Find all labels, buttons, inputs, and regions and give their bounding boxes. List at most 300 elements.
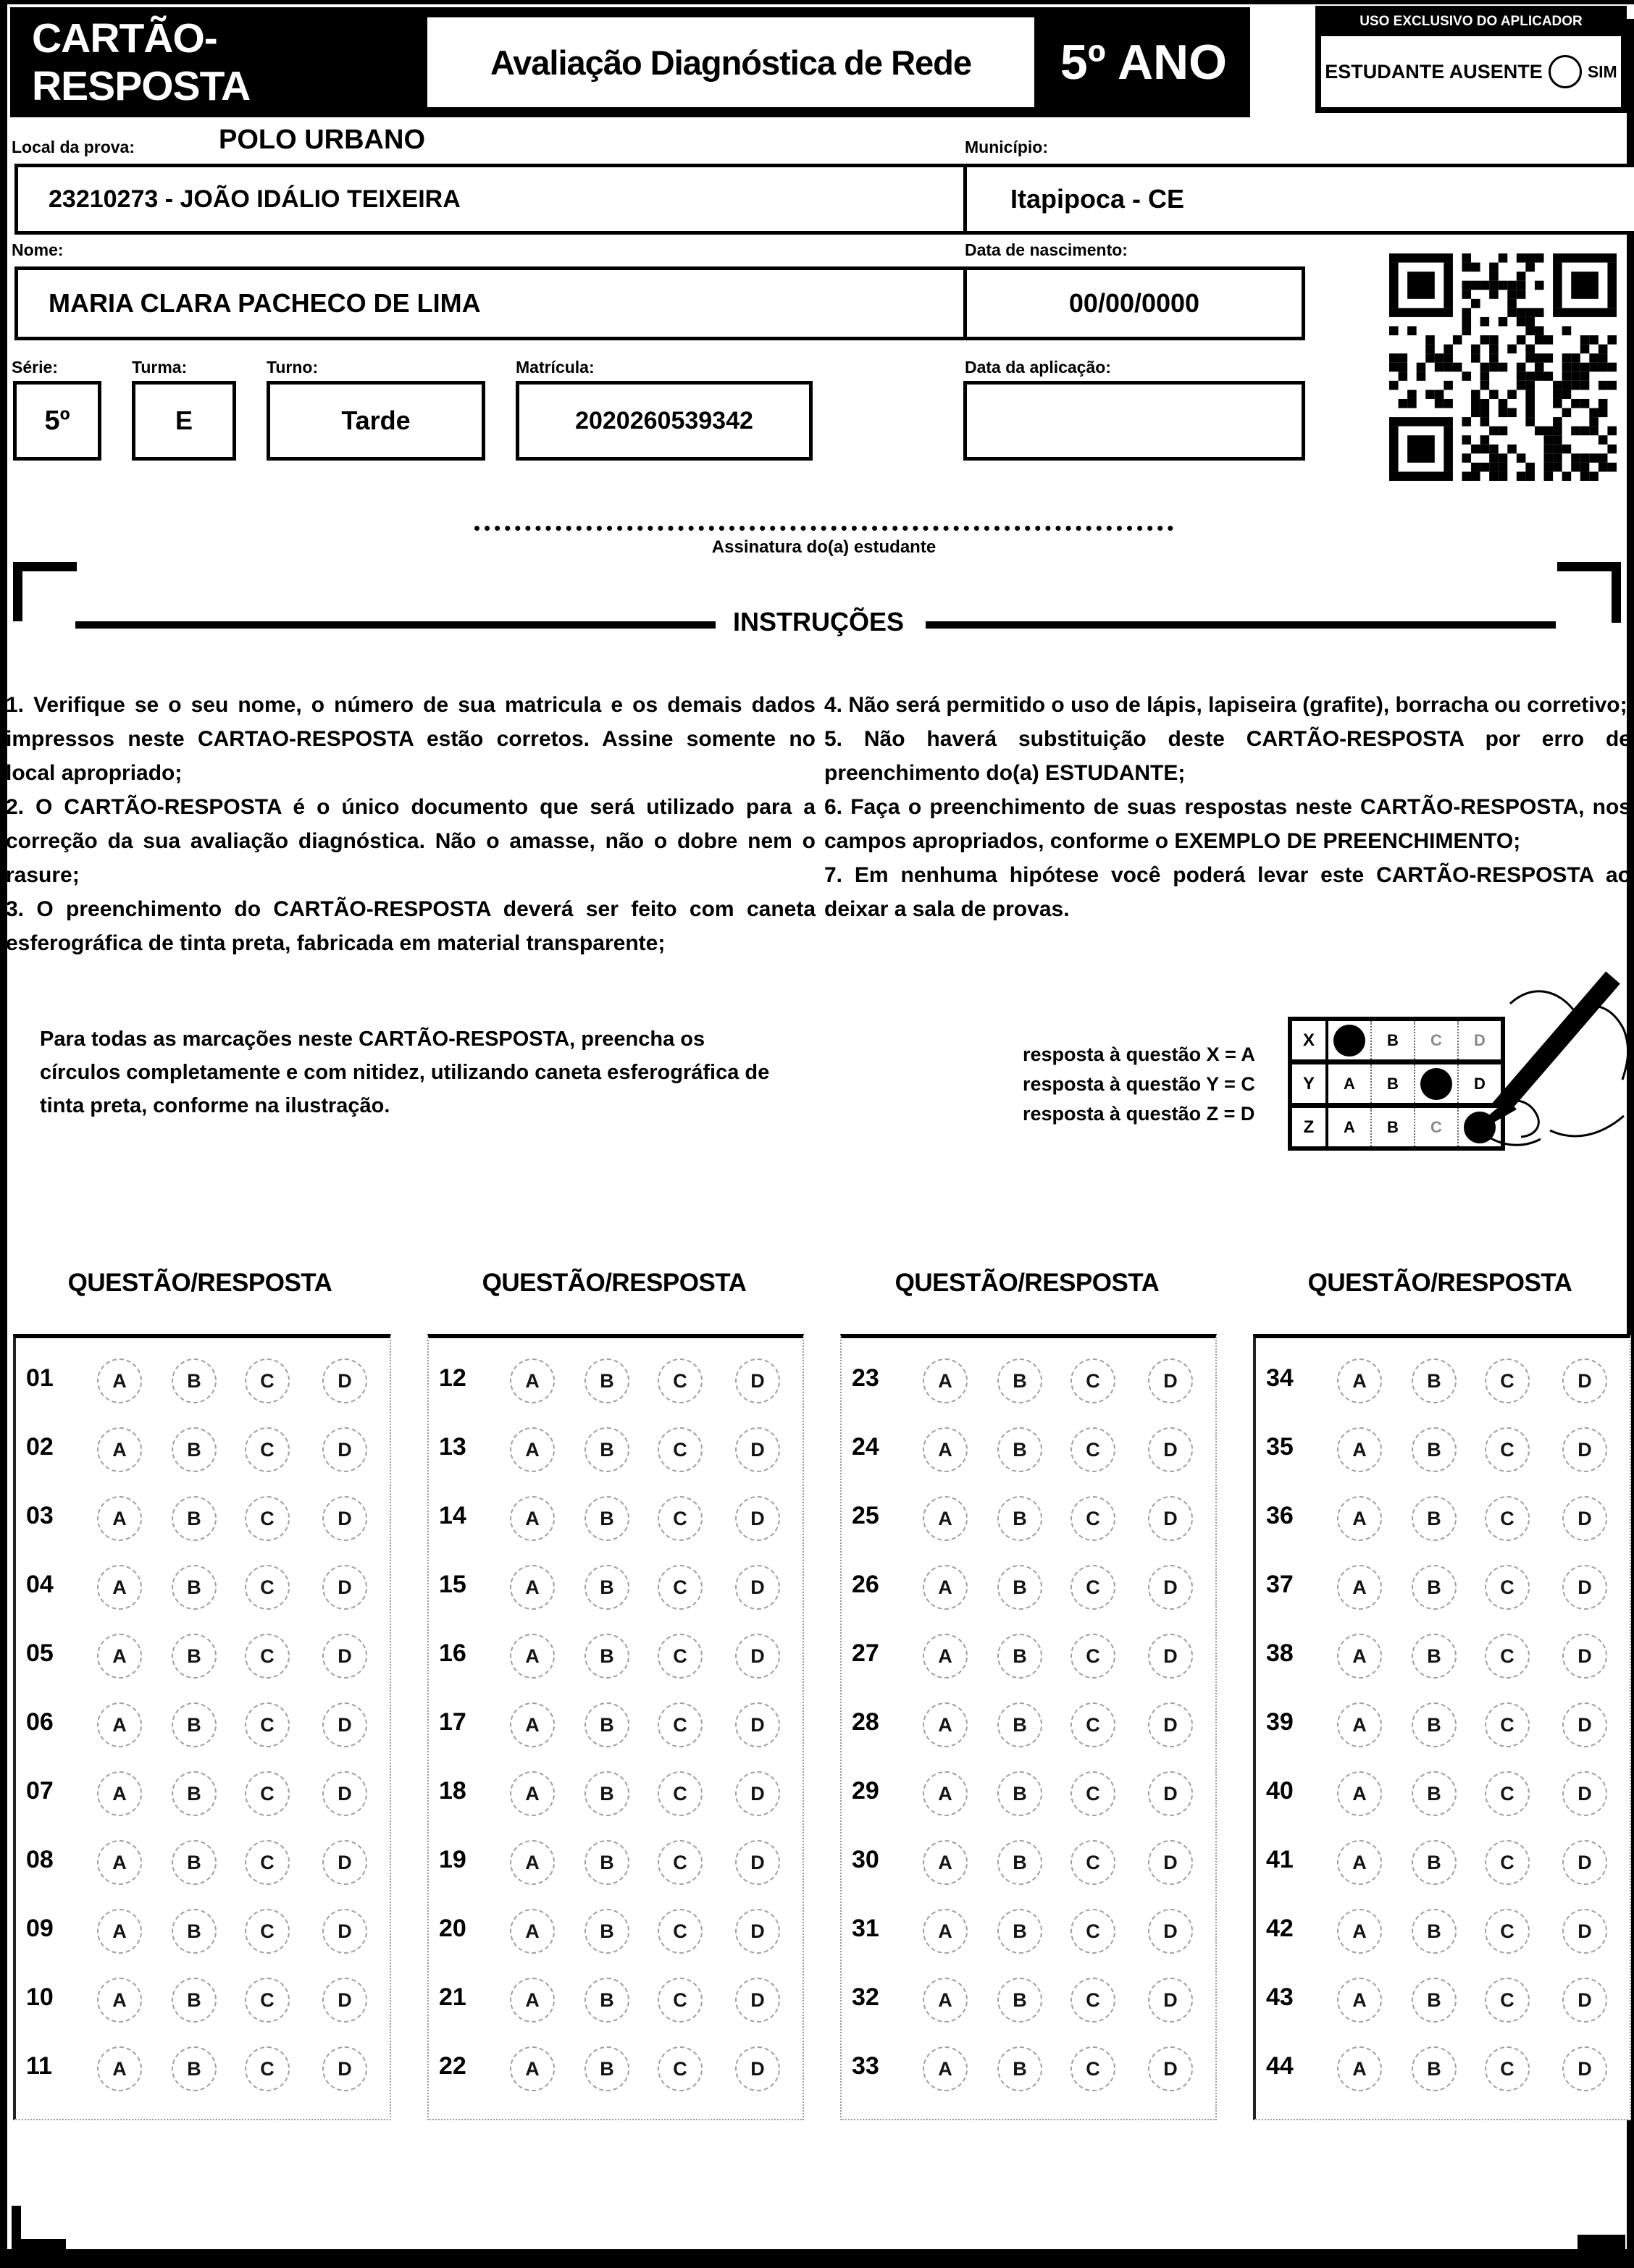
question-number: 32 bbox=[852, 1983, 879, 2011]
answer-bubble-c[interactable]: C bbox=[658, 1634, 703, 1679]
question-number: 33 bbox=[852, 2052, 879, 2080]
answer-bubble-c[interactable]: C bbox=[1071, 1978, 1115, 2023]
example-legend-line: resposta à questão X = A bbox=[1023, 1043, 1255, 1065]
answer-bubble-c[interactable]: C bbox=[1485, 1496, 1530, 1541]
question-number: 10 bbox=[26, 1983, 54, 2011]
answer-bubble-a[interactable]: A bbox=[97, 1634, 142, 1679]
answer-bubble-d[interactable]: D bbox=[322, 1702, 367, 1747]
answer-bubble-a[interactable]: A bbox=[97, 1358, 142, 1403]
answer-bubble-c[interactable]: C bbox=[1071, 1496, 1115, 1541]
answer-bubble-a[interactable]: A bbox=[923, 1634, 968, 1679]
question-number: 43 bbox=[1266, 1983, 1294, 2011]
answer-bubble-d[interactable]: D bbox=[1562, 1634, 1607, 1679]
example-option-a bbox=[1328, 1021, 1370, 1059]
question-number: 42 bbox=[1266, 1915, 1294, 1942]
answer-bubble-c[interactable]: C bbox=[1071, 1565, 1115, 1610]
answer-row bbox=[16, 1840, 390, 1883]
answer-bubble-a[interactable]: A bbox=[1337, 1427, 1382, 1472]
answer-row bbox=[429, 1634, 803, 1677]
answer-bubble-b[interactable]: B bbox=[172, 1978, 217, 2023]
answer-row bbox=[16, 1427, 390, 1471]
answer-row bbox=[1256, 1909, 1630, 1952]
answer-bubble-b[interactable]: B bbox=[172, 2046, 217, 2091]
application-date-field[interactable] bbox=[963, 381, 1305, 461]
question-number: 08 bbox=[26, 1846, 54, 1873]
answer-bubble-a[interactable]: A bbox=[510, 1771, 555, 1816]
local-prova-value: POLO URBANO bbox=[219, 125, 425, 155]
answer-bubble-a[interactable]: A bbox=[510, 1909, 555, 1954]
answer-bubble-b[interactable]: B bbox=[997, 1771, 1042, 1816]
answer-bubble-d[interactable]: D bbox=[1148, 2046, 1193, 2091]
answer-bubble-a[interactable]: A bbox=[923, 1358, 968, 1403]
answer-bubble-a[interactable]: A bbox=[97, 2046, 142, 2091]
question-number: 35 bbox=[1266, 1433, 1294, 1461]
answer-row bbox=[842, 1496, 1215, 1540]
question-number: 30 bbox=[852, 1846, 879, 1873]
example-question-label: X bbox=[1292, 1021, 1328, 1059]
answer-bubble-c[interactable]: C bbox=[658, 1427, 703, 1472]
birthdate-field: 00/00/0000 bbox=[963, 266, 1305, 340]
answer-bubble-b[interactable]: B bbox=[1412, 1840, 1457, 1885]
answer-bubble-c[interactable]: C bbox=[245, 1565, 290, 1610]
answer-bubble-a[interactable]: A bbox=[1337, 2046, 1382, 2091]
example-option-a bbox=[1328, 1108, 1370, 1146]
nascimento-label: Data de nascimento: bbox=[965, 240, 1128, 259]
question-number: 17 bbox=[439, 1708, 466, 1736]
answer-bubble-a[interactable]: A bbox=[97, 1496, 142, 1541]
answer-bubble-c[interactable]: C bbox=[245, 2046, 290, 2091]
student-absent-bubble[interactable] bbox=[1549, 55, 1582, 88]
answer-bubble-b[interactable]: B bbox=[997, 1909, 1042, 1954]
student-absent-label: ESTUDANTE AUSENTE bbox=[1325, 60, 1543, 83]
answer-bubble-c[interactable]: C bbox=[658, 1358, 703, 1403]
answer-bubble-b[interactable]: B bbox=[1412, 1978, 1457, 2023]
answer-bubble-c[interactable]: C bbox=[245, 1358, 290, 1403]
answer-bubble-d[interactable]: D bbox=[1148, 1358, 1193, 1403]
answer-bubble-a[interactable]: A bbox=[97, 1771, 142, 1816]
signature-line[interactable] bbox=[474, 526, 1173, 531]
answer-bubble-a[interactable]: A bbox=[510, 1702, 555, 1747]
question-number: 16 bbox=[439, 1639, 466, 1667]
answer-bubble-d[interactable]: D bbox=[1562, 1978, 1607, 2023]
instruction-item: 2. O CARTÃO-RESPOSTA é o único documento que será utilizado para a correção da sua avaliação diagnóstica. Não o amasse, não o dobre nem o rasure; bbox=[6, 795, 816, 887]
answer-bubble-b[interactable]: B bbox=[997, 1840, 1042, 1885]
example-question-label: Y bbox=[1292, 1064, 1328, 1103]
turma-label: Turma: bbox=[132, 358, 188, 377]
answer-row bbox=[1256, 1358, 1630, 1402]
answer-bubble-d[interactable]: D bbox=[1562, 2046, 1607, 2091]
answer-bubble-d[interactable]: D bbox=[1148, 1702, 1193, 1747]
student-absent-option: SIM bbox=[1587, 62, 1617, 81]
qr-code bbox=[1389, 253, 1617, 481]
answer-bubble-c[interactable]: C bbox=[1485, 1909, 1530, 1954]
answer-bubble-d[interactable]: D bbox=[735, 1358, 780, 1403]
answer-bubble-d[interactable]: D bbox=[1562, 1840, 1607, 1885]
answer-bubble-c[interactable]: C bbox=[245, 1978, 290, 2023]
applicator-use-title: USO EXCLUSIVO DO APLICADOR bbox=[1359, 14, 1583, 29]
question-number: 12 bbox=[439, 1364, 466, 1392]
answer-bubble-b[interactable]: B bbox=[172, 1427, 217, 1472]
answer-bubble-a[interactable]: A bbox=[97, 1702, 142, 1747]
answer-bubble-d[interactable]: D bbox=[1148, 1496, 1193, 1541]
answer-bubble-d[interactable]: D bbox=[735, 1909, 780, 1954]
answer-bubble-c[interactable]: C bbox=[658, 2046, 703, 2091]
question-number: 28 bbox=[852, 1708, 879, 1736]
answer-bubble-a[interactable]: A bbox=[1337, 1771, 1382, 1816]
instruction-item: 3. O preenchimento do CARTÃO-RESPOSTA deverá ser feito com caneta esferográfica de tinta preta, fabricada em material transparente; bbox=[6, 897, 816, 955]
example-option-letter: D bbox=[1474, 1074, 1486, 1093]
example-question-label: Z bbox=[1292, 1108, 1328, 1146]
answer-bubble-c[interactable]: C bbox=[245, 1840, 290, 1885]
answer-bubble-b[interactable]: B bbox=[585, 1427, 629, 1472]
left-edge-line bbox=[0, 4, 7, 2268]
answer-bubble-c[interactable]: C bbox=[1485, 1427, 1530, 1472]
question-number: 06 bbox=[26, 1708, 54, 1736]
student-name-field: MARIA CLARA PACHECO DE LIMA bbox=[14, 266, 971, 340]
answer-bubble-a[interactable]: A bbox=[510, 1634, 555, 1679]
answer-bubble-d[interactable]: D bbox=[735, 2046, 780, 2091]
answer-bubble-c[interactable]: C bbox=[658, 1840, 703, 1885]
answer-row bbox=[429, 1702, 803, 1746]
answer-bubble-a[interactable]: A bbox=[510, 1565, 555, 1610]
answer-bubble-b[interactable]: B bbox=[172, 1909, 217, 1954]
serie-field: 5º bbox=[13, 381, 101, 461]
answer-bubble-d[interactable]: D bbox=[322, 1358, 367, 1403]
answer-row bbox=[429, 2046, 803, 2090]
answer-bubble-a[interactable]: A bbox=[510, 1358, 555, 1403]
answer-bubble-c[interactable]: C bbox=[1071, 1358, 1115, 1403]
instructions-left-column bbox=[6, 688, 816, 960]
answer-bubble-a[interactable]: A bbox=[1337, 1978, 1382, 2023]
question-number: 14 bbox=[439, 1502, 466, 1529]
answer-bubble-a[interactable]: A bbox=[923, 1771, 968, 1816]
answer-bubble-b[interactable]: B bbox=[585, 1771, 629, 1816]
answer-bubble-a[interactable]: A bbox=[923, 1840, 968, 1885]
answer-bubble-c[interactable]: C bbox=[658, 1978, 703, 2023]
answer-bubble-d[interactable]: D bbox=[735, 1634, 780, 1679]
answer-bubble-a[interactable]: A bbox=[1337, 1358, 1382, 1403]
answer-bubble-d[interactable]: D bbox=[735, 1565, 780, 1610]
municipio-field: Itapipoca - CE bbox=[963, 164, 1634, 235]
answer-bubble-c[interactable]: C bbox=[245, 1496, 290, 1541]
instructions-corner-mark-left bbox=[13, 562, 77, 571]
municipio-label: Município: bbox=[965, 138, 1048, 156]
answer-bubble-d[interactable]: D bbox=[322, 1840, 367, 1885]
answer-bubble-d[interactable]: D bbox=[735, 1840, 780, 1885]
answer-bubble-c[interactable]: C bbox=[1485, 1565, 1530, 1610]
question-number: 07 bbox=[26, 1777, 54, 1805]
answer-row bbox=[16, 1909, 390, 1952]
answer-bubble-c[interactable]: C bbox=[658, 1565, 703, 1610]
instructions-corner-mark-right bbox=[1612, 562, 1621, 623]
answer-row bbox=[1256, 1771, 1630, 1815]
answer-bubble-c[interactable]: C bbox=[1071, 1634, 1115, 1679]
question-number: 31 bbox=[852, 1915, 879, 1942]
answer-bubble-b[interactable]: B bbox=[1412, 1634, 1457, 1679]
answer-bubble-a[interactable]: A bbox=[97, 1565, 142, 1610]
answer-row bbox=[1256, 1565, 1630, 1608]
answer-bubble-d[interactable]: D bbox=[322, 1427, 367, 1472]
example-option-letter: C bbox=[1430, 1117, 1442, 1136]
answer-bubble-b[interactable]: B bbox=[585, 1909, 629, 1954]
answer-bubble-b[interactable]: B bbox=[1412, 1427, 1457, 1472]
answer-bubble-d[interactable]: D bbox=[1148, 1840, 1193, 1885]
answer-row bbox=[842, 1634, 1215, 1677]
answer-bubble-c[interactable]: C bbox=[1485, 1634, 1530, 1679]
serie-label: Série: bbox=[12, 358, 58, 377]
answer-bubble-a[interactable]: A bbox=[923, 2046, 968, 2091]
nome-label: Nome: bbox=[12, 240, 64, 259]
example-option-b bbox=[1370, 1021, 1414, 1059]
answer-bubble-c[interactable]: C bbox=[1071, 1840, 1115, 1885]
answer-bubble-b[interactable]: B bbox=[997, 1702, 1042, 1747]
question-number: 01 bbox=[26, 1364, 54, 1392]
answer-row bbox=[1256, 1496, 1630, 1540]
answer-bubble-c[interactable]: C bbox=[1071, 1771, 1115, 1816]
answer-row bbox=[1256, 1840, 1630, 1883]
answer-bubble-b[interactable]: B bbox=[585, 2046, 629, 2091]
answer-bubble-d[interactable]: D bbox=[1148, 1565, 1193, 1610]
answer-bubble-b[interactable]: B bbox=[997, 1978, 1042, 2023]
answer-bubble-a[interactable]: A bbox=[1337, 1909, 1382, 1954]
answer-bubble-d[interactable]: D bbox=[1562, 1427, 1607, 1472]
answer-bubble-c[interactable]: C bbox=[1485, 1702, 1530, 1747]
answer-bubble-c[interactable]: C bbox=[658, 1909, 703, 1954]
question-number: 22 bbox=[439, 2052, 466, 2080]
answer-bubble-a[interactable]: A bbox=[1337, 1702, 1382, 1747]
answer-bubble-d[interactable]: D bbox=[1148, 1427, 1193, 1472]
answer-column-1 bbox=[13, 1334, 391, 2120]
example-option-letter: A bbox=[1344, 1074, 1355, 1093]
answer-bubble-c[interactable]: C bbox=[245, 1771, 290, 1816]
answer-row bbox=[16, 1978, 390, 2021]
answer-row bbox=[429, 1565, 803, 1608]
answer-bubble-b[interactable]: B bbox=[997, 1565, 1042, 1610]
answer-bubble-c[interactable]: C bbox=[245, 1909, 290, 1954]
answer-bubble-c[interactable]: C bbox=[1071, 1427, 1115, 1472]
answer-bubble-d[interactable]: D bbox=[1148, 1909, 1193, 1954]
answer-bubble-c[interactable]: C bbox=[1071, 1702, 1115, 1747]
answer-row bbox=[429, 1358, 803, 1402]
answer-row bbox=[1256, 1634, 1630, 1677]
answer-bubble-d[interactable]: D bbox=[322, 2046, 367, 2091]
answer-bubble-d[interactable]: D bbox=[322, 1565, 367, 1610]
answer-bubble-d[interactable]: D bbox=[1562, 1358, 1607, 1403]
answer-bubble-b[interactable]: B bbox=[172, 1634, 217, 1679]
answer-bubble-b[interactable]: B bbox=[1412, 1496, 1457, 1541]
answer-bubble-b[interactable]: B bbox=[172, 1702, 217, 1747]
example-option-a bbox=[1328, 1064, 1370, 1103]
question-number: 44 bbox=[1266, 2052, 1294, 2080]
turno-label: Turno: bbox=[267, 358, 319, 377]
answer-bubble-a[interactable]: A bbox=[923, 1565, 968, 1610]
answer-bubble-d[interactable]: D bbox=[1562, 1496, 1607, 1541]
question-number: 15 bbox=[439, 1571, 466, 1598]
answer-bubble-d[interactable]: D bbox=[1562, 1702, 1607, 1747]
answer-bubble-d[interactable]: D bbox=[735, 1978, 780, 2023]
answer-bubble-c[interactable]: C bbox=[245, 1702, 290, 1747]
answer-bubble-c[interactable]: C bbox=[1485, 1358, 1530, 1403]
answer-bubble-a[interactable]: A bbox=[510, 1427, 555, 1472]
question-number: 21 bbox=[439, 1983, 466, 2011]
answer-row bbox=[842, 1771, 1215, 1815]
instructions-right-column bbox=[824, 688, 1631, 926]
answer-bubble-c[interactable]: C bbox=[1071, 1909, 1115, 1954]
answer-row bbox=[842, 2046, 1215, 2090]
answer-bubble-d[interactable]: D bbox=[1562, 1909, 1607, 1954]
answer-bubble-c[interactable]: C bbox=[1485, 1978, 1530, 2023]
grade-label: 5º ANO bbox=[1060, 35, 1228, 90]
answer-bubble-b[interactable]: B bbox=[585, 1358, 629, 1403]
answer-bubble-c[interactable]: C bbox=[658, 1702, 703, 1747]
example-option-letter: D bbox=[1474, 1030, 1486, 1049]
school-field: 23210273 - JOÃO IDÁLIO TEIXEIRA bbox=[14, 164, 971, 235]
example-option-letter: B bbox=[1387, 1030, 1399, 1049]
divider bbox=[926, 621, 1556, 629]
answer-bubble-a[interactable]: A bbox=[97, 1978, 142, 2023]
instruction-item: 6. Faça o preenchimento de suas respostas neste CARTÃO-RESPOSTA, nos campos apropriados, conforme o EXEMPLO DE PREENCHIMENTO; bbox=[824, 795, 1631, 853]
answer-bubble-c[interactable]: C bbox=[1071, 2046, 1115, 2091]
answer-row bbox=[16, 1702, 390, 1746]
answer-bubble-b[interactable]: B bbox=[1412, 1702, 1457, 1747]
answer-bubble-d[interactable]: D bbox=[1562, 1771, 1607, 1816]
answer-bubble-d[interactable]: D bbox=[322, 1909, 367, 1954]
answer-bubble-d[interactable]: D bbox=[735, 1427, 780, 1472]
answer-bubble-a[interactable]: A bbox=[1337, 1634, 1382, 1679]
answer-bubble-b[interactable]: B bbox=[172, 1771, 217, 1816]
answer-bubble-b[interactable]: B bbox=[997, 1634, 1042, 1679]
question-number: 36 bbox=[1266, 1502, 1294, 1529]
question-number: 25 bbox=[852, 1502, 879, 1529]
question-number: 04 bbox=[26, 1571, 54, 1598]
answer-bubble-c[interactable]: C bbox=[245, 1427, 290, 1472]
answer-bubble-d[interactable]: D bbox=[322, 1496, 367, 1541]
answer-bubble-d[interactable]: D bbox=[1148, 1978, 1193, 2023]
answer-bubble-a[interactable]: A bbox=[923, 1909, 968, 1954]
answer-row bbox=[1256, 1978, 1630, 2021]
answer-row bbox=[16, 1496, 390, 1540]
answer-bubble-b[interactable]: B bbox=[172, 1358, 217, 1403]
applicator-use-box bbox=[1315, 6, 1627, 113]
answer-row bbox=[429, 1909, 803, 1952]
answer-bubble-c[interactable]: C bbox=[658, 1771, 703, 1816]
answer-column-3 bbox=[840, 1334, 1217, 2120]
answer-bubble-c[interactable]: C bbox=[1485, 1840, 1530, 1885]
divider bbox=[75, 621, 716, 629]
question-number: 20 bbox=[439, 1915, 466, 1942]
answer-bubble-d[interactable]: D bbox=[735, 1496, 780, 1541]
question-number: 39 bbox=[1266, 1708, 1294, 1736]
question-number: 26 bbox=[852, 1571, 879, 1598]
header-bar bbox=[10, 7, 1250, 117]
question-number: 37 bbox=[1266, 1571, 1294, 1598]
answer-row bbox=[842, 1565, 1215, 1608]
answer-bubble-a[interactable]: A bbox=[97, 1909, 142, 1954]
answer-bubble-a[interactable]: A bbox=[1337, 1565, 1382, 1610]
answer-row bbox=[429, 1496, 803, 1540]
answer-bubble-b[interactable]: B bbox=[172, 1496, 217, 1541]
answer-bubble-d[interactable]: D bbox=[735, 1702, 780, 1747]
answer-bubble-a[interactable]: A bbox=[510, 1840, 555, 1885]
answer-bubble-b[interactable]: B bbox=[1412, 1358, 1457, 1403]
example-option-letter: B bbox=[1387, 1074, 1399, 1093]
answer-row bbox=[842, 1702, 1215, 1746]
answer-bubble-a[interactable]: A bbox=[97, 1427, 142, 1472]
answer-bubble-b[interactable]: B bbox=[585, 1634, 629, 1679]
turno-field: Tarde bbox=[267, 381, 485, 461]
answer-bubble-a[interactable]: A bbox=[510, 1496, 555, 1541]
answer-row bbox=[842, 1909, 1215, 1952]
instructions-corner-mark-left bbox=[13, 562, 22, 621]
answer-bubble-b[interactable]: B bbox=[585, 1496, 629, 1541]
answer-bubble-b[interactable]: B bbox=[172, 1565, 217, 1610]
answer-row bbox=[1256, 2046, 1630, 2090]
answer-bubble-d[interactable]: D bbox=[1562, 1565, 1607, 1610]
answer-bubble-d[interactable]: D bbox=[322, 1771, 367, 1816]
answer-bubble-b[interactable]: B bbox=[1412, 1771, 1457, 1816]
answer-bubble-a[interactable]: A bbox=[923, 1702, 968, 1747]
answer-bubble-d[interactable]: D bbox=[1148, 1771, 1193, 1816]
answer-bubble-a[interactable]: A bbox=[923, 1427, 968, 1472]
answer-bubble-a[interactable]: A bbox=[923, 1978, 968, 2023]
question-number: 24 bbox=[852, 1433, 879, 1461]
instructions-title: INSTRUÇÕES bbox=[732, 607, 905, 637]
answer-bubble-c[interactable]: C bbox=[1485, 2046, 1530, 2091]
answer-bubble-b[interactable]: B bbox=[997, 1496, 1042, 1541]
answer-bubble-a[interactable]: A bbox=[510, 2046, 555, 2091]
matricula-field: 2020260539342 bbox=[516, 381, 813, 461]
answer-bubble-b[interactable]: B bbox=[1412, 1909, 1457, 1954]
question-number: 34 bbox=[1266, 1364, 1294, 1392]
answer-bubble-c[interactable]: C bbox=[658, 1496, 703, 1541]
answer-bubble-a[interactable]: A bbox=[510, 1978, 555, 2023]
top-edge-line bbox=[0, 0, 1634, 4]
answer-bubble-d[interactable]: D bbox=[322, 1978, 367, 2023]
instruction-item: 5. Não haverá substituição deste CARTÃO-RESPOSTA por erro de preenchimento do(a) ESTUDANTE; bbox=[824, 727, 1631, 785]
answer-bubble-b[interactable]: B bbox=[997, 1427, 1042, 1472]
answer-bubble-a[interactable]: A bbox=[923, 1496, 968, 1541]
bottom-edge-bar bbox=[0, 2249, 1634, 2268]
answer-bubble-d[interactable]: D bbox=[322, 1634, 367, 1679]
answer-bubble-c[interactable]: C bbox=[1485, 1771, 1530, 1816]
aplicacao-label: Data da aplicação: bbox=[965, 358, 1111, 377]
example-option-letter: B bbox=[1387, 1117, 1399, 1136]
answer-bubble-b[interactable]: B bbox=[172, 1840, 217, 1885]
answer-bubble-a[interactable]: A bbox=[1337, 1840, 1382, 1885]
answer-bubble-b[interactable]: B bbox=[1412, 2046, 1457, 2091]
marking-note: Para todas as marcações neste CARTÃO-RESPOSTA, preencha os círculos completamente e com nitidez, utilizando caneta esferográfica de tinta preta, conforme na ilustração. bbox=[40, 1028, 770, 1117]
instruction-item: 1. Verifique se o seu nome, o número de sua matricula e os demais dados impressos neste CARTAO-RESPOSTA estão corretos. Assine somente no local apropriado; bbox=[6, 693, 816, 785]
answer-bubble-c[interactable]: C bbox=[245, 1634, 290, 1679]
answer-bubble-b[interactable]: B bbox=[585, 1978, 629, 2023]
answer-row bbox=[429, 1771, 803, 1815]
answer-bubble-d[interactable]: D bbox=[735, 1771, 780, 1816]
question-number: 23 bbox=[852, 1364, 879, 1392]
answer-bubble-d[interactable]: D bbox=[1148, 1634, 1193, 1679]
answer-bubble-b[interactable]: B bbox=[997, 2046, 1042, 2091]
answer-bubble-b[interactable]: B bbox=[585, 1702, 629, 1747]
answer-bubble-b[interactable]: B bbox=[585, 1840, 629, 1885]
answer-bubble-a[interactable]: A bbox=[97, 1840, 142, 1885]
matricula-label: Matrícula: bbox=[516, 358, 595, 377]
answer-row bbox=[429, 1978, 803, 2021]
answer-bubble-b[interactable]: B bbox=[997, 1358, 1042, 1403]
answer-bubble-a[interactable]: A bbox=[1337, 1496, 1382, 1541]
answer-bubble-b[interactable]: B bbox=[1412, 1565, 1457, 1610]
instruction-item: 7. Em nenhuma hipótese você poderá levar este CARTÃO-RESPOSTA ao deixar a sala de provas. bbox=[824, 863, 1631, 921]
answer-bubble-b[interactable]: B bbox=[585, 1565, 629, 1610]
question-number: 40 bbox=[1266, 1777, 1294, 1805]
